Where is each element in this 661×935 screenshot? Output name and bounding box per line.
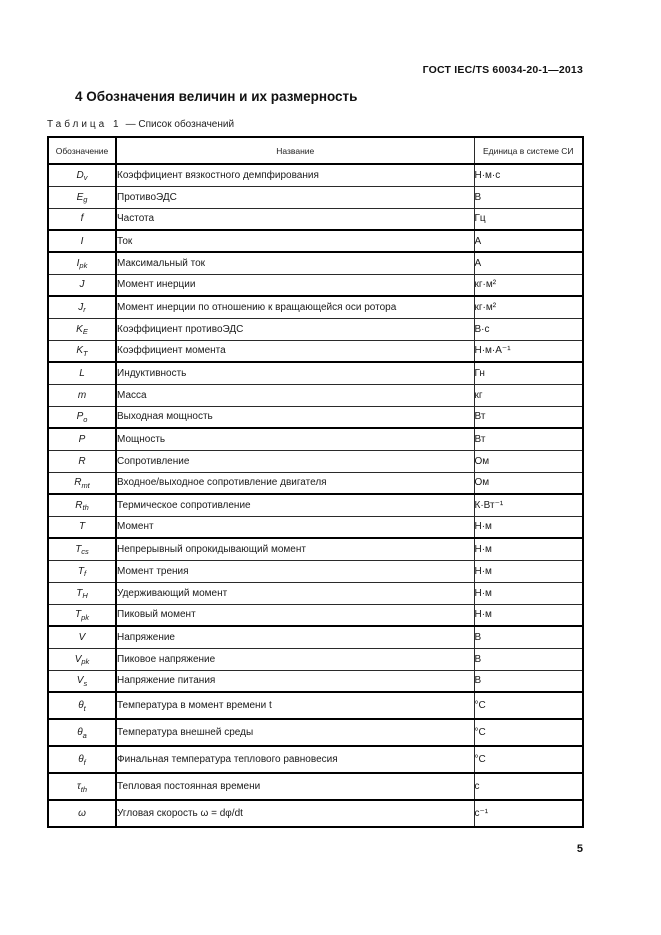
section-title: 4 Обозначения величин и их размерность bbox=[75, 89, 358, 104]
unit-cell: с bbox=[474, 781, 480, 792]
symbol-cell bbox=[48, 362, 116, 384]
table-row bbox=[48, 362, 583, 384]
symbol-cell bbox=[48, 800, 116, 827]
symbol-base: K bbox=[76, 345, 84, 357]
table-row bbox=[48, 406, 583, 428]
name-cell: Удерживающий момент bbox=[116, 582, 474, 604]
symbol-base: J bbox=[78, 301, 84, 313]
name-cell: Индуктивность bbox=[116, 362, 474, 384]
symbol-base: L bbox=[79, 367, 85, 379]
unit-cell: Гц bbox=[474, 213, 486, 225]
table-caption bbox=[47, 119, 234, 130]
symbol-subscript: r bbox=[83, 305, 86, 315]
symbol-cell bbox=[48, 252, 116, 274]
symbol-cell bbox=[48, 472, 116, 494]
name-cell: Напряжение bbox=[116, 626, 474, 648]
name-cell: ПротивоЭДС bbox=[116, 186, 474, 208]
symbol-subscript: th bbox=[82, 503, 89, 513]
symbol-base: T bbox=[78, 521, 86, 533]
name-cell: Коэффициент вязкостного демпфирования bbox=[116, 164, 474, 186]
symbol-base: K bbox=[76, 323, 83, 335]
symbol-subscript: f bbox=[84, 569, 87, 578]
unit-cell: Н·м bbox=[474, 521, 492, 533]
name-cell: Финальная температура теплового равновесия bbox=[116, 746, 474, 773]
table-row bbox=[48, 800, 583, 827]
symbol-base: T bbox=[76, 587, 83, 599]
table-row bbox=[48, 472, 583, 494]
symbol-cell bbox=[48, 186, 116, 208]
unit-cell: В bbox=[474, 191, 482, 203]
symbol-base: D bbox=[76, 169, 84, 181]
symbol-base: τ bbox=[76, 781, 81, 792]
symbol-cell bbox=[48, 164, 116, 186]
name-cell: Термическое сопротивление bbox=[116, 494, 474, 516]
table-row bbox=[48, 648, 583, 670]
symbol-subscript: g bbox=[83, 195, 88, 204]
symbol-cell bbox=[48, 406, 116, 428]
unit-cell: °С bbox=[474, 727, 486, 738]
table-row bbox=[48, 296, 583, 318]
table-body bbox=[48, 164, 583, 827]
table-caption-text: — Список обозначений bbox=[125, 119, 235, 130]
name-cell: Момент инерции по отношению к вращающейся оси ротора bbox=[116, 296, 474, 318]
unit-cell: А bbox=[474, 257, 482, 269]
table-row bbox=[48, 186, 583, 208]
table-row bbox=[48, 670, 583, 692]
table-row bbox=[48, 450, 583, 472]
unit-cell: Ом bbox=[474, 455, 490, 467]
unit-cell: кг·м² bbox=[474, 301, 497, 313]
symbol-subscript: cs bbox=[81, 547, 89, 557]
symbol-base: m bbox=[77, 389, 87, 401]
table-row bbox=[48, 230, 583, 252]
unit-cell: °С bbox=[474, 700, 486, 711]
symbol-subscript: s bbox=[83, 678, 88, 688]
symbol-cell bbox=[48, 604, 116, 626]
name-cell: Масса bbox=[116, 384, 474, 406]
table-row bbox=[48, 252, 583, 274]
name-cell: Напряжение питания bbox=[116, 670, 474, 692]
table-row bbox=[48, 516, 583, 538]
document-reference: ГОСТ IEC/TS 60034-20-1—2013 bbox=[422, 64, 583, 76]
symbol-subscript: pk bbox=[81, 657, 90, 666]
symbol-base: ω bbox=[78, 808, 86, 819]
table-row bbox=[48, 274, 583, 296]
column-header-name: Название bbox=[116, 137, 474, 164]
symbol-cell bbox=[48, 538, 116, 560]
unit-cell: К·Вт⁻¹ bbox=[474, 499, 504, 511]
symbol-base: J bbox=[79, 279, 85, 291]
symbol-base: T bbox=[75, 543, 82, 555]
symbols-table bbox=[47, 136, 584, 828]
symbol-cell bbox=[48, 773, 116, 800]
name-cell: Момент трения bbox=[116, 560, 474, 582]
name-cell: Момент инерции bbox=[116, 274, 474, 296]
unit-cell: В bbox=[474, 653, 482, 665]
unit-cell: В bbox=[474, 675, 482, 687]
symbol-base: f bbox=[80, 213, 84, 225]
symbol-base: V bbox=[76, 675, 84, 687]
name-cell: Температура в момент времени t bbox=[116, 692, 474, 719]
symbol-cell bbox=[48, 318, 116, 340]
symbol-cell bbox=[48, 719, 116, 746]
table-row bbox=[48, 773, 583, 800]
name-cell: Мощность bbox=[116, 428, 474, 450]
symbol-subscript: o bbox=[83, 414, 88, 424]
symbol-base: R bbox=[78, 455, 86, 467]
page-number: 5 bbox=[576, 843, 583, 855]
symbol-base: I bbox=[76, 257, 80, 269]
name-cell: Сопротивление bbox=[116, 450, 474, 472]
symbol-cell bbox=[48, 428, 116, 450]
table-row bbox=[48, 692, 583, 719]
unit-cell: В·с bbox=[474, 323, 490, 335]
symbol-base: T bbox=[77, 565, 84, 577]
table-row bbox=[48, 384, 583, 406]
table-row bbox=[48, 538, 583, 560]
symbol-subscript: E bbox=[82, 327, 88, 336]
name-cell: Пиковое напряжение bbox=[116, 648, 474, 670]
symbol-subscript: v bbox=[83, 173, 88, 183]
unit-cell: Н·м bbox=[474, 587, 492, 599]
symbol-cell bbox=[48, 274, 116, 296]
symbol-base: θ bbox=[78, 754, 84, 765]
symbol-cell bbox=[48, 582, 116, 604]
symbol-subscript: mt bbox=[81, 480, 90, 490]
unit-cell: Ом bbox=[474, 477, 490, 489]
name-cell: Входное/выходное сопротивление двигателя bbox=[116, 472, 474, 494]
table-row bbox=[48, 560, 583, 582]
symbol-base: E bbox=[76, 191, 84, 203]
symbol-base: T bbox=[74, 609, 82, 621]
symbol-subscript: th bbox=[80, 784, 87, 794]
symbol-subscript: pk bbox=[81, 612, 90, 622]
table-header-row bbox=[48, 137, 583, 164]
symbol-subscript: H bbox=[82, 591, 88, 600]
name-cell: Непрерывный опрокидывающий момент bbox=[116, 538, 474, 560]
column-header-symbol: Обозначение bbox=[48, 137, 116, 164]
table-row bbox=[48, 582, 583, 604]
symbol-cell bbox=[48, 626, 116, 648]
symbol-cell bbox=[48, 692, 116, 719]
symbol-cell bbox=[48, 208, 116, 230]
symbol-cell bbox=[48, 296, 116, 318]
name-cell: Выходная мощность bbox=[116, 406, 474, 428]
unit-cell: с⁻¹ bbox=[474, 808, 489, 819]
unit-cell: кг·м² bbox=[474, 279, 497, 291]
name-cell: Пиковый момент bbox=[116, 604, 474, 626]
name-cell: Температура внешней среды bbox=[116, 719, 474, 746]
name-cell: Коэффициент противоЭДС bbox=[116, 318, 474, 340]
table-caption-label: Таблица 1 bbox=[47, 119, 122, 130]
column-header-unit: Единица в системе СИ bbox=[474, 137, 583, 164]
symbol-cell bbox=[48, 450, 116, 472]
symbol-cell bbox=[48, 230, 116, 252]
name-cell: Момент bbox=[116, 516, 474, 538]
symbol-subscript: f bbox=[83, 757, 86, 767]
table-row bbox=[48, 164, 583, 186]
symbol-base: R bbox=[75, 499, 83, 511]
table-row bbox=[48, 604, 583, 626]
table-row bbox=[48, 719, 583, 746]
table-row bbox=[48, 318, 583, 340]
symbol-cell bbox=[48, 340, 116, 362]
table-row bbox=[48, 746, 583, 773]
symbol-base: V bbox=[74, 653, 82, 665]
symbol-cell bbox=[48, 670, 116, 692]
name-cell: Угловая скорость ω = dφ/dt bbox=[116, 800, 474, 827]
unit-cell: Н·м bbox=[474, 609, 492, 621]
name-cell: Частота bbox=[116, 208, 474, 230]
symbol-subscript: T bbox=[83, 348, 88, 358]
name-cell: Тепловая постоянная времени bbox=[116, 773, 474, 800]
unit-cell: Вт bbox=[474, 411, 486, 423]
name-cell: Коэффициент момента bbox=[116, 340, 474, 362]
table-row bbox=[48, 626, 583, 648]
symbol-cell bbox=[48, 384, 116, 406]
unit-cell: Н·м·А⁻¹ bbox=[474, 345, 511, 357]
table-row bbox=[48, 428, 583, 450]
unit-cell: Гн bbox=[474, 367, 485, 379]
symbol-cell bbox=[48, 648, 116, 670]
unit-cell: Вт bbox=[474, 433, 486, 445]
unit-cell: А bbox=[474, 235, 482, 247]
symbol-cell bbox=[48, 746, 116, 773]
symbol-base: θ bbox=[77, 727, 83, 738]
table-row bbox=[48, 494, 583, 516]
unit-cell: Н·м bbox=[474, 565, 492, 577]
symbol-base: P bbox=[76, 411, 84, 423]
symbol-base: R bbox=[74, 477, 82, 489]
symbol-subscript: a bbox=[82, 730, 87, 740]
symbol-subscript: pk bbox=[79, 261, 88, 271]
unit-cell: Н·м bbox=[474, 543, 492, 555]
unit-cell: кг bbox=[474, 389, 483, 401]
symbol-base: θ bbox=[78, 700, 84, 711]
table-row bbox=[48, 208, 583, 230]
table-row bbox=[48, 340, 583, 362]
symbol-cell bbox=[48, 516, 116, 538]
unit-cell: °С bbox=[474, 754, 486, 765]
symbol-base: V bbox=[78, 631, 86, 643]
unit-cell: Н·м·с bbox=[474, 169, 501, 181]
symbol-base: P bbox=[78, 433, 86, 445]
symbol-base: I bbox=[80, 235, 84, 247]
name-cell: Ток bbox=[116, 230, 474, 252]
unit-cell: В bbox=[474, 631, 482, 643]
symbol-cell bbox=[48, 494, 116, 516]
symbol-cell bbox=[48, 560, 116, 582]
symbol-subscript: t bbox=[83, 703, 86, 713]
name-cell: Максимальный ток bbox=[116, 252, 474, 274]
